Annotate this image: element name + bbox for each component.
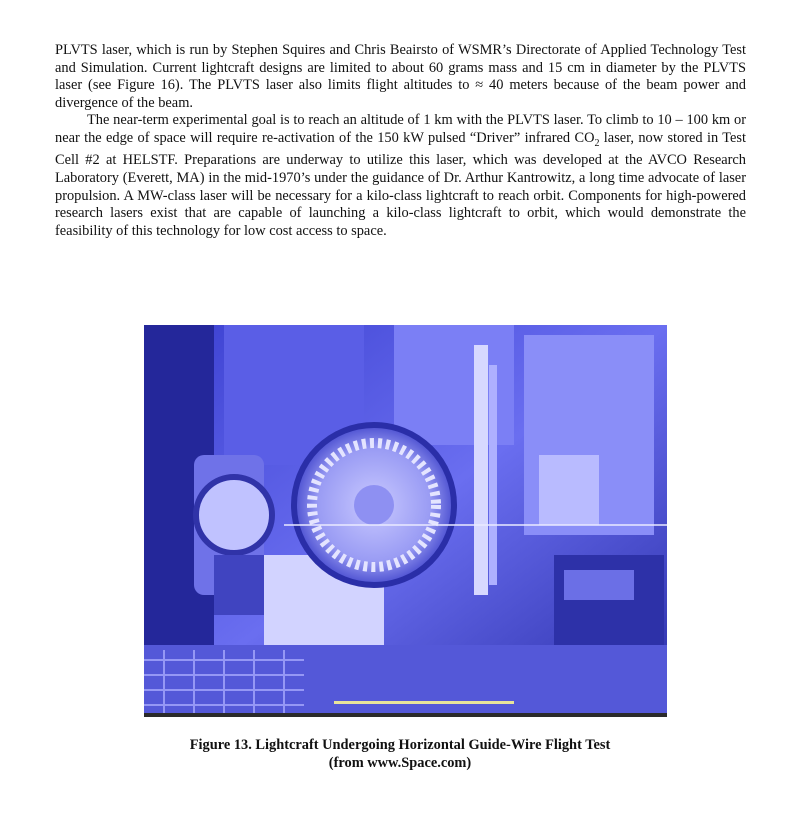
figure-caption [100, 736, 700, 772]
paragraph-2-text-b: laser, now stored in Test Cell #2 at HELSTF. Preparations are underway to utilize this laser, which was developed at the AVCO Research Laboratory (Everett, MA) in the mid-1970’s under the guidance of Dr. Arthur Kantrowitz, a long time advocate of laser propulsion. A MW-class laser will be necessary for a kilo-class lightcraft to reach orbit. Components for high-powered research lasers exist that are capable of launching a kilo-class lightcraft to orbit, which would demonstrate the feasibility of this technology for low cost access to space. [55, 129, 746, 239]
paragraph-2-text-a: The near-term experimental goal is to reach an altitude of 1 km with the PLVTS laser. To climb to 10 – 100 km or near the edge of space will require re-activation of the 150 kW pulsed “Driver” infrared CO [55, 112, 746, 146]
body-text [55, 42, 746, 240]
lightcraft-photo [144, 325, 667, 717]
lightcraft-photo-illustration [144, 325, 667, 717]
paragraph-2 [55, 112, 746, 240]
paragraph-1: PLVTS laser, which is run by Stephen Squires and Chris Beairsto of WSMR’s Directorate of Applied Technology Test and Simulation. Current lightcraft designs are limited to about 60 grams mass and 15 cm in diameter by the PLVTS laser (see Figure 16). The PLVTS laser also limits flight altitudes to ≈ 40 meters because of the beam power and divergence of the beam. [55, 42, 746, 111]
caption-title: Figure 13. Lightcraft Undergoing Horizontal Guide-Wire Flight Test [189, 737, 611, 753]
co2-subscript: 2 [594, 137, 600, 149]
caption-source: (from www.Space.com) [328, 755, 472, 771]
